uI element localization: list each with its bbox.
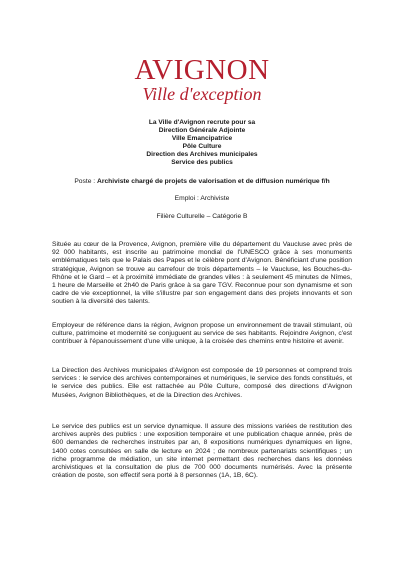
intro-line: Direction Générale Adjointe <box>158 126 246 134</box>
avignon-logo <box>0 55 404 103</box>
paragraph-public-service: Le service des publics est un service dynamique. Il assure des missions variées de restitution des archives auprès des publics : une exposition temporaire et une publication chaque année, près de 600 demandes de recherches instruites par an, 8 expositions numériques dynamiques en ligne, 1400 cotes consultées en salle de lecture en 2024 ; de nombreux partenariats scientifiques ; un riche programme de médiation, un site internet permettant des recherches dans les données archivistiques et la consultation de plus de 700 000 documents numérisés. Avec la présente création de poste, son effectif sera porté à 8 personnes (1A, 1B, 6C). <box>52 423 352 480</box>
intro-line: La Ville d'Avignon recrute pour sa <box>148 119 256 126</box>
recruiting-header <box>0 119 404 166</box>
job-filiere: Filière Culturelle – Catégorie B <box>156 213 248 220</box>
logo-subtitle: Ville d'exception <box>142 84 262 104</box>
paragraph-city: Située au cœur de la Provence, Avignon, première ville du département du Vaucluse avec près de 92 000 habitants, est inscrite au patrimoine mondial de l'UNESCO grâce à ses monuments emblématiques tels que le Palais des Papes et le célèbre pont d'Avignon. Bénéficiant d'une position stratégique, Avignon se trouve au carrefour de trois départements – le Vaucluse, les Bouches-du-Rhône et le Gard – et à proximité immédiate de grandes villes : à seulement 45 minutes de Nîmes, 1 heure de Marseille et 2h40 de Paris grâce à sa gare TGV. Reconnue pour son dynamisme et son cadre de vie exceptionnel, la ville s'illustre par son engagement dans des projets innovants et son soutien à la diversité des talents. <box>52 241 352 306</box>
job-emploi: Emploi : Archiviste <box>174 195 230 202</box>
job-title <box>0 178 404 186</box>
intro-line: Service des publics <box>171 158 233 166</box>
logo-title: AVIGNON <box>134 54 270 86</box>
intro-line: Direction des Archives municipales <box>146 150 258 158</box>
intro-line: Pôle Culture <box>182 142 222 150</box>
job-title-label: Poste : <box>74 178 96 185</box>
job-title-value: Archiviste chargé de projets de valorisation et de diffusion numérique f/h <box>97 178 330 185</box>
paragraph-employer: Employeur de référence dans la région, Avignon propose un environnement de travail stimulant, où culture, patrimoine et modernité se conjuguent au service de ses habitants. Rejoindre Avignon, c'est contribuer à l'épanouissement d'une ville unique, à la croisée des chemins entre histoire et avenir. <box>52 322 352 346</box>
paragraph-archives: La Direction des Archives municipales d'Avignon est composée de 19 personnes et comprend trois services : le service des archives contemporaines et numériques, le service des fonds constitués, et le service des publics. Elle est rattachée au Pôle Culture, composé des directions d'Avignon Musées, Avignon Bibliothèques, et de la Direction des Archives. <box>52 367 352 399</box>
intro-line: Ville Emancipatrice <box>171 134 233 142</box>
